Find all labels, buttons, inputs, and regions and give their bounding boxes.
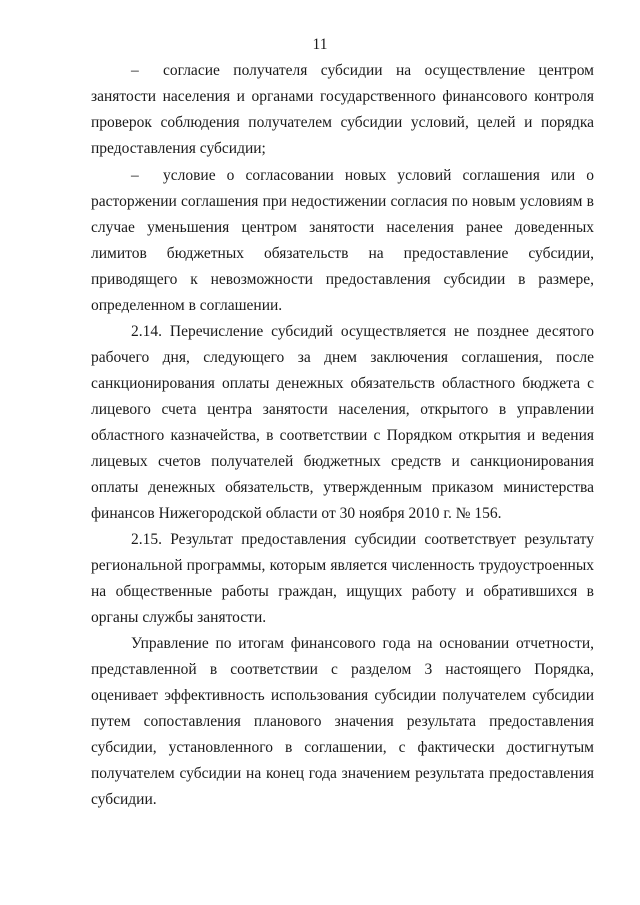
paragraph-2-15: 2.15. Результат предоставления субсидии соответствует результату региональной программы, которым является численность трудоустроенных на общественные работы граждан, ищущих работу и обратившихся в органы службы занятости. [91,531,594,626]
list-item [91,163,594,319]
document-body [91,58,594,813]
paragraph-2-14: 2.14. Перечисление субсидий осуществляется не позднее десятого рабочего дня, следующего за днем заключения соглашения, после санкционирования оплаты денежных обязательств областного бюджета с лицевого счета центра занятости населения, открытого в управлении областного казначейства, в соответствии с Порядком открытия и ведения лицевых счетов получателей бюджетных средств и санкционирования оплаты денежных обязательств, утвержденным приказом министерства финансов Нижегородской области от 30 ноября 2010 г. № 156. [91,323,594,522]
list-item-text: условие о согласовании новых условий соглашения или о расторжении соглашения при недостижении согласия по новым условиям в случае уменьшения центром занятости населения ранее доведенных лимитов бюджетных обязательств на предоставление субсидии, приводящего к невозможности предоставления субсидии в размере, определенном в соглашении. [91,167,594,314]
list-item-text: согласие получателя субсидии на осуществление центром занятости населения и органами государственного финансового контроля проверок соблюдения получателем субсидии условий, целей и порядка предоставления субсидии; [91,62,594,157]
list-item-marker: – [131,167,139,184]
paragraph-evaluation: Управление по итогам финансового года на основании отчетности, представленной в соответствии с разделом 3 настоящего Порядка, оценивает эффективность использования субсидии получателем субсидии путем сопоставления планового значения результата предоставления субсидии, установленного в соглашении, с фактически достигнутым получателем субсидии на конец года значением результата предоставления субсидии. [91,635,594,808]
list-item [91,58,594,162]
list-item-marker: – [131,62,139,79]
page-number: 11 [312,36,328,53]
